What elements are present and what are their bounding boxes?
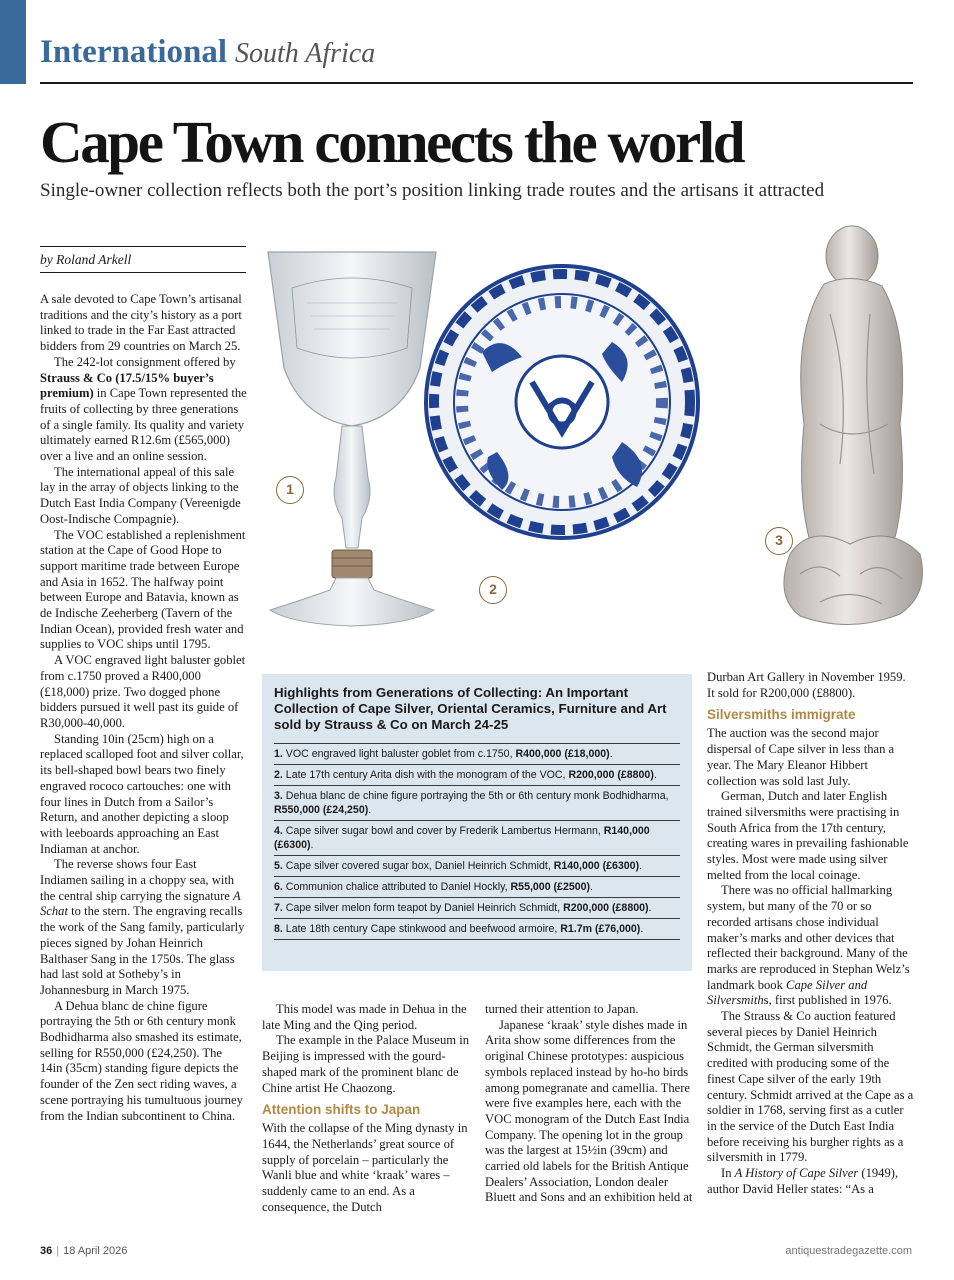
- highlight-text: Communion chalice attributed to Daniel Hockly,: [285, 881, 511, 893]
- footer-separator: |: [56, 1245, 60, 1257]
- column-c: [485, 1002, 693, 1206]
- text: in Cape Town represented the fruits of collecting by three generations of a single family. Its quality and variety ultimately earned R12.6m (£565,000) over a live and an online session.: [40, 386, 247, 464]
- paragraph: [707, 1166, 916, 1197]
- highlight-item: [274, 743, 680, 764]
- section-tab-strip: [0, 0, 26, 84]
- paragraph: The example in the Palace Museum in Beijing is impressed with the gourd-shaped mark of the prominent blanc de Chine artist He Chaozong.: [262, 1033, 470, 1095]
- column-b: [262, 1002, 470, 1215]
- goblet-image: [262, 248, 442, 628]
- signature-name: A Schat: [40, 888, 241, 919]
- paragraph: [707, 883, 916, 1009]
- text: (1949), author David Heller states: “As a: [707, 1166, 899, 1196]
- standfirst: Single-owner collection reflects both the port’s position linking trade routes and the artisans it attracted: [40, 180, 825, 201]
- caption-number-1: 1: [276, 476, 304, 504]
- highlight-end: .: [653, 769, 657, 781]
- paragraph: The international appeal of this sale lay in the array of objects linking to the Dutch East India Company (Vereenigde Oost-Indische Compagnie).: [40, 464, 241, 526]
- highlight-item: [274, 785, 680, 820]
- paragraph: turned their attention to Japan.: [485, 1002, 639, 1016]
- paragraph: The Strauss & Co auction featured several pieces by Daniel Heinrich Schmidt, the German silversmith credited with producing some of the finest Cape silver of the early 19th century. Schmidt arrived at the Cape as a soldier in 1768, serving first as a cutler in the service of the Dutch East India before receiving his burgher rights as a silversmith in 1779.: [707, 1009, 914, 1165]
- footer-page-info: [40, 1245, 127, 1257]
- highlight-item: [274, 764, 680, 785]
- highlight-number: 8.: [274, 923, 283, 935]
- paragraph: Standing 10in (25cm) high on a replaced scalloped foot and silver collar, its bell-shaped bowl bears two finely engraved rococo cartouches: one with four lines in Dutch from a Sailor’s Return, and another depicting a sloop with leeboards approaching an East Indiaman at anchor.: [40, 731, 244, 856]
- paragraph: Durban Art Gallery in November 1959. It sold for R200,000 (£8800).: [707, 670, 906, 700]
- highlight-end: .: [640, 923, 644, 935]
- headline: Cape Town connects the world: [40, 109, 744, 175]
- highlight-number: 5.: [274, 860, 283, 872]
- book-title: Cape Silver and Silversmith: [707, 977, 868, 1008]
- highlight-item: [274, 876, 680, 897]
- highlight-item: [274, 820, 680, 855]
- highlight-end: .: [310, 839, 314, 851]
- highlight-price: R140,000 (£6300): [553, 860, 640, 872]
- voc-dish-icon: [422, 262, 702, 542]
- highlight-text: Late 18th century Cape stinkwood and beefwood armoire,: [285, 923, 561, 935]
- highlight-price: R200,000 (£8800): [563, 902, 649, 914]
- highlight-text: Cape silver sugar bowl and cover by Frederik Lambertus Hermann,: [285, 825, 604, 837]
- bodhidharma-figure-icon: [770, 224, 930, 636]
- paragraph: A Dehua blanc de chine figure portraying the 5th or 6th century monk Bodhidharma also smashed its estimate, selling for R550,000 (£24,250). The 14in (35cm) standing figure depicts the founder of the Zen sect riding waves, a scene portraying his tumultuous journey from the Indian subcontinent to China.: [40, 998, 243, 1123]
- highlights-list: [274, 743, 680, 940]
- highlight-item: [274, 855, 680, 876]
- book-title: A History of Cape Silver: [734, 1166, 859, 1181]
- highlight-text: Late 17th century Arita dish with the monogram of the VOC,: [285, 769, 569, 781]
- highlight-text: VOC engraved light baluster goblet from c.1750,: [285, 748, 516, 760]
- paragraph: The auction was the second major dispersal of Cape silver in less than a year. The Mary Eleanor Hibbert collection was sold last July.: [707, 726, 895, 788]
- paragraph: [40, 355, 247, 465]
- caption-number-3: 3: [765, 527, 793, 555]
- highlight-price: R140,000 (£6300): [274, 825, 650, 851]
- paragraph: A VOC engraved light baluster goblet from c.1750 proved a R400,000 (£18,000) prize. Two dogged phone bidders pursued it well past its guide of R30,000-40,000.: [40, 653, 246, 730]
- figure-image: [770, 224, 930, 636]
- highlight-end: .: [639, 860, 643, 872]
- auction-house-name: Strauss & Co (17.5/15% buyer’s premium): [40, 370, 214, 401]
- section-name: International: [40, 34, 228, 70]
- highlight-item: [274, 918, 680, 940]
- caption-number-2: 2: [479, 576, 507, 604]
- paragraph: [40, 857, 247, 998]
- text: The 242-lot consignment offered by: [54, 354, 236, 369]
- highlight-number: 7.: [274, 902, 283, 914]
- text: In: [721, 1166, 735, 1181]
- header-rule: [40, 82, 913, 84]
- highlight-price: R200,000 (£8800): [568, 769, 654, 781]
- page-number: 36: [40, 1245, 53, 1257]
- footer-url: antiquestradegazette.com: [785, 1245, 912, 1257]
- text: The reverse shows four East Indiamen sailing in a choppy sea, with the central ship carrying the signature: [40, 857, 235, 903]
- highlight-end: .: [648, 902, 652, 914]
- paragraph: Japanese ‘kraak’ style dishes made in Arita show some differences from the original Chinese prototypes: auspicious symbols replaced instead by ho-ho birds among pomegranate and camellia. There were five examples here, each with the VOC monogram of the Dutch East India Company. The opening lot in the group was the largest at 15½in (39cm) and carried old labels for the British Antique Dealers’ Association, London dealer Bluett and Sons and an exhibition held at: [485, 1017, 693, 1205]
- highlight-end: .: [609, 748, 613, 760]
- column-d: [707, 670, 916, 1198]
- highlight-number: 1.: [274, 748, 283, 760]
- highlight-text: Cape silver covered sugar box, Daniel Heinrich Schmidt,: [285, 860, 554, 872]
- highlight-text: Cape silver melon form teapot by Daniel Heinrich Schmidt,: [285, 902, 564, 914]
- byline: by Roland Arkell: [40, 246, 246, 273]
- highlight-price: R1.7m (£76,000): [560, 923, 641, 935]
- highlight-text: Dehua blanc de chine figure portraying the 5th or 6th century monk Bodhidharma,: [285, 790, 669, 802]
- section-subtitle: South Africa: [235, 38, 376, 69]
- highlights-title: Highlights from Generations of Collecting: An Important Collection of Cape Silver, Oriental Ceramics, Furniture and Art sold by Strauss & Co on March 24-25: [274, 685, 667, 732]
- paragraph: This model was made in Dehua in the late Ming and the Qing period.: [262, 1002, 467, 1032]
- subheading: Silversmiths immigrate: [707, 707, 856, 723]
- paragraph: With the collapse of the Ming dynasty in 1644, the Netherlands’ great source of supply of porcelain – particularly the Wanli blue and white ‘kraak’ wares – suddenly came to an end. As a consequence, the Dutch: [262, 1121, 468, 1214]
- paragraph: The VOC established a replenishment station at the Cape of Good Hope to support maritime trade between Europe and Asia in 1652. The halfway point between Europe and Batavia, known as de Indische Zeeherberg (Tavern of the Indian Ocean), provided fresh water and supplies to VOC ships until 1795.: [40, 527, 246, 652]
- highlight-number: 6.: [274, 881, 283, 893]
- highlight-end: .: [590, 881, 593, 893]
- column-a: [40, 292, 247, 1124]
- highlights-box: [262, 674, 692, 971]
- highlight-number: 3.: [274, 790, 283, 802]
- highlight-end: .: [368, 804, 372, 816]
- paragraph: German, Dutch and later English trained silversmiths were practising in South Africa from the 17th century, creating wares in prevailing fashionable styles. Most were made using silver melted from the local coinage.: [707, 789, 909, 882]
- goblet-icon: [262, 248, 442, 628]
- subheading: Attention shifts to Japan: [262, 1102, 421, 1118]
- text: There was no official hallmarking system, but many of the 70 or so recorded artisans chose individual maker’s marks and other devices that reflected their background. Many of the marks are reproduced in Stephan Welz’s landmark book: [707, 883, 910, 992]
- text: to the stern. The engraving recalls the work of the Sang family, particularly pieces signed by Johan Heinrich Balthaser Sang in the 1750s. The glass had last sold at Sotheby’s in Johannesburg in March 1975.: [40, 904, 245, 997]
- highlight-price: R550,000 (£24,250): [274, 804, 369, 816]
- section-header: [40, 34, 375, 71]
- paragraph: A sale devoted to Cape Town’s artisanal traditions and the city’s history as a port linked to trade in the Far East attracted bidders from 29 countries on March 25.: [40, 292, 242, 354]
- highlight-price: R55,000 (£2500): [510, 881, 591, 893]
- dish-image: [422, 262, 702, 542]
- highlight-price: R400,000 (£18,000): [515, 748, 610, 760]
- highlight-number: 2.: [274, 769, 283, 781]
- issue-date: 18 April 2026: [63, 1245, 128, 1257]
- highlight-number: 4.: [274, 825, 283, 837]
- highlight-item: [274, 897, 680, 918]
- text: s, first published in 1976.: [763, 993, 892, 1008]
